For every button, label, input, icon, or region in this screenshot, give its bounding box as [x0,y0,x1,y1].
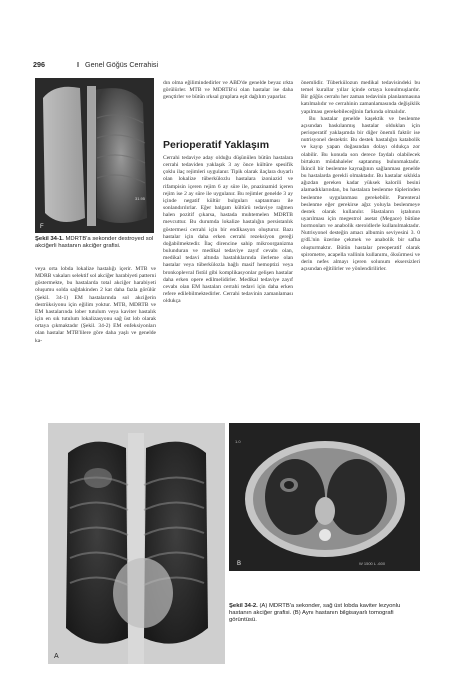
col2-top-paragraph: dın olma eğilimindedirler ve ABD'de genelde beyaz ırkta görülürler. MTB ve MDRTB'si olan hastalar ise daha gençtirler ve bütün ırksal gruplara eşit dağılım yaparlar. [163,80,293,101]
column-2-body [163,155,293,407]
col3-paragraph-1: önemlidir. Tüberkülozun medikal tedavisindeki bu temel kurallar yıllar içinde ortaya konulmuşlardır. Bir göğüs cerrahı her zaman tedavinin planlanmasına katılmalıdır ve cerrahinin zamanlamasında değişiklik yapılması gerekebileceğinin farkında olmalıdır. [301,80,420,115]
col2-body-paragraph: Cerrahi tedaviye aday olduğu düşünülen bütün hastalara cerrahi tedaviden yaklaşık 3 ay önce kültüre spesifik çoklu ilaç rejimleri uygulanır. Tipik olarak ilaçlara duyarlı olan lokalize tüberkülozlu hastalara izoniazid ve rifampisin içeren rejim 6 ay süre ile, pnazinamid içeren rejim ise 2 ay süre ile uygulanır. Bu rejimler genelde 3 ay içinde negatif kültür bulguları saptanması ile sonlandırılırlar. Eğer balgam kültürü tedaviye rağmen halen pozitif çıkarsa, hastada muhtemelen MDRTB mevcuttur. Bu durumda lokalize hastalığın persistanlık göstermesi cerrahi için bir endikasyon oluşturur. Bazı hastalar için daha erken cerrahi rezeksiyon gereği doğabilmektedir. İlaç direncine sahip mikroorganizma bulunduran ve medikal tedaviye zayıf cevabı olan, medikal tedavi altında hastalıklarında ilerleme olan hastalar veya tüberkülozla bağlı masif hemoptizi veya bronkoplevral fistül gibi komplikasyonlar gelişen hastalar daha erken opere edilmelidirler. Medikal tedaviye zayıf cevabı olan EM hastaları cerrahi tedavi için daha erken refere edilebilmektedirler. Cerrahi tedavinin zamanlaması oldukça [163,155,293,305]
chapter-number: I [77,60,79,69]
col3-paragraph-2: Bu hastalar genelde kaşektik ve beslenme açısından baskılanmış hastalar olduklan için perioperatif yaklaşımda bir diğer önemli faktör ise nutrisyonel destektir. Bu destek hastalığın katabolik ve kayıp yapan doğasından dolayı oldukça zor olabilir. Bu konuda son derece faydalı olabilecek birtakım müdahaleler saptanmış bulunmaktadır. İkincil bir beslenme kaynağının sağlanması genelde bu hastalarda gerekli olmaktadır. Bu hastalar sıklıkla ağızdan gereken kadar yüksek kalorili besini alamadıklarından, bu hastalara beslenme tüplerinden beslenme uygulanması gerekebilir. Parenteral beslenme eğer gerekirse ağız yoluyla beslenmeye destek olarak kullanılır. Hastaların iştahının uyarılması için megestrol asetat (Megace) bütüne hormonları ve anabolik steroidlerle kullanılmaktadır. Nutrisyonel desteğin amacı albumin seviyesini 3. 0 g/dL'nin üzerine çekmek ve anabolik bir safha oluşturmaktır. Bütün hastalar preoperatif olarak spirometre, acapella vallinin kullanımı, öksürmesi ve derin nefes almayı içeren solunum eksersizleri açısından eğitilirler ve yönlendirilirler. [301,115,420,273]
svg-text:W 1500 L -600: W 1500 L -600 [359,561,386,566]
figure-34-1-label: Şekil 34-1. [35,236,64,242]
figure-34-2b-marker: B [237,561,242,567]
figure-34-1-marker: F [40,224,44,230]
figure-34-2-label: Şekil 34-2. [229,603,258,609]
column-1-text [35,266,156,406]
column-2-top [163,80,293,101]
figure-34-2a-xray [48,423,225,664]
section-title: Perioperatif Yaklaşım [163,139,270,151]
figure-34-1-caption [35,236,155,250]
column-3-text [301,80,420,407]
figure-34-2-caption [229,603,419,625]
figure-34-2b-ct [229,423,420,571]
page-number: 296 [33,60,45,69]
figure-34-2-caption-text: (A) MDRTB'a sekonder, sağ üst lobda kaviter lezyonlu hastanın akciğer grafisi. (B) Aynı hastanın bilgisayarlı tomografi görüntüsü. [229,603,401,624]
col1-paragraph: veya orta lobda lokalize hastalığı içerir. MTB ve MDRB vakaları selektif sol akciğer harabiyeti patterni göstermekte, bu hastalarda total akciğer harabiyeti oluşumu solda sağdakinden 2 kat daha fazla görülür (Şekil. 34-1) EM hastalarında sol akciğerin destrüksiyonu için eğilim yoktur. MTB, MDRTB ve EM hastalarında lober tutulum veya kaviter hastalık için en sık tutulum lokalizasyonu sağ üst lob olarak ortaya çıkmaktadır (Şekil. 34-2) EM enfeksiyonları olan hastalar MTB'lilere göre daha yaşlı ve genelde ka- [35,266,156,344]
figure-34-2a-marker: A [54,653,59,660]
figure-34-1-xray [35,78,154,233]
figure-34-1-caption-text: MDRTB'a sekonder destroyed sol akciğerli hastanın akciğer grafisi. [35,236,154,250]
svg-text:1.0: 1.0 [235,439,241,444]
chapter-title: Genel Göğüs Cerrahisi [85,60,159,69]
svg-text:31.95: 31.95 [135,196,146,201]
running-header [33,60,158,69]
